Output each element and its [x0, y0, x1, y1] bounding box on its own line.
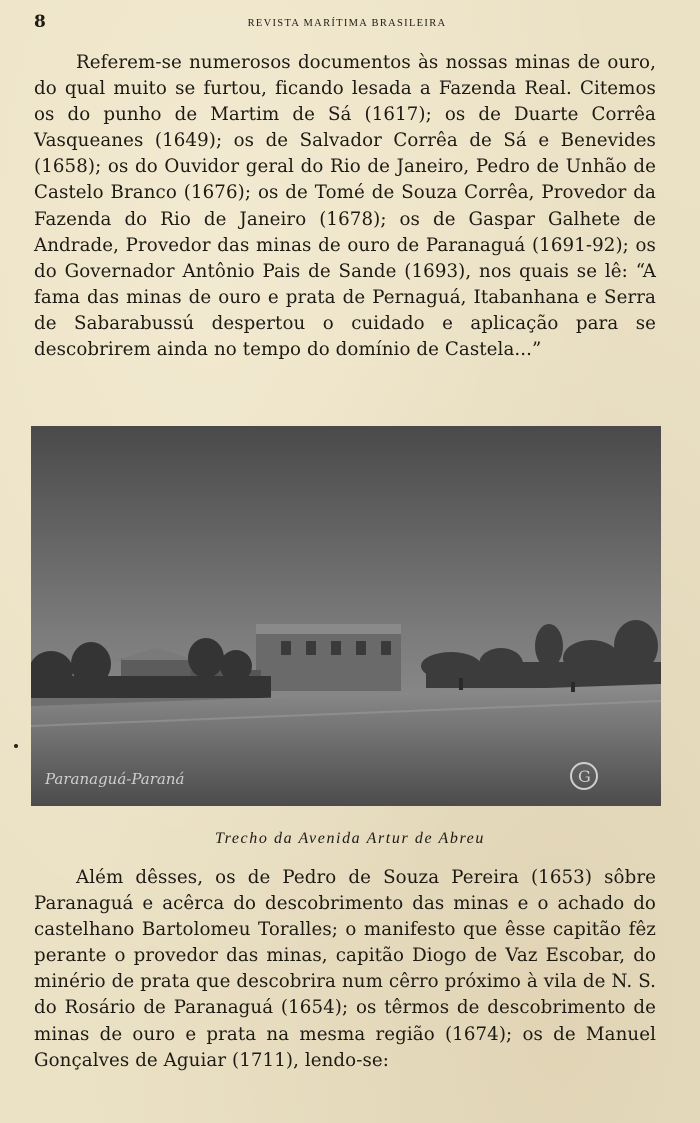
- running-head: REVISTA MARÍTIMA BRASILEIRA: [247, 18, 447, 29]
- pedestrian: [571, 682, 575, 692]
- paragraph-documents: Referem-se numerosos documentos às nossas minas de ouro, do qual muito se furtou, ficando lesada a Fazenda Real. Citemos os do punho de Martim de Sá (1617); os de Duarte Corrêa Vasqueanes (1649); os de Salvador Corrêa de Sá e Benevides (1658); os do Ouvidor geral do Rio de Janeiro, Pedro de Unhão de Castelo Branco (1676); os de Tomé de Souza Corrêa, Provedor da Fazenda do Rio de Janeiro (1678); os de Gaspar Galhete de Andrade, Provedor das minas de ouro de Paranaguá (1691-92); os do Governador Antônio Pais de Sande (1693), nos quais se lê: “A fama das minas de ouro e prata de Pernaguá, Itabanhana e Serra de Sabarabussú despertou o cuidado e aplicação para se descobrirem ainda no tempo do domínio de Castela...”: [34, 52, 656, 361]
- photo-monogram: G: [578, 767, 591, 786]
- photo-caption: Trecho da Avenida Artur de Abreu: [214, 830, 485, 847]
- page-number: 8: [34, 12, 46, 32]
- paragraph-additional-documents: Além dêsses, os de Pedro de Souza Pereira (1653) sôbre Paranaguá e acêrca do descobrimento das minas e o achado do castelhano Bartolomeu Toralles; o manifesto que êsse capitão fêz perante o provedor das minas, capitão Diogo de Vaz Escobar, do minério de prata que descobrira num cêrro próximo à vila de N. S. do Rosário de Paranaguá (1654); os têrmos de descobrimento de minas de ouro e prata na mesma região (1674); os de Manuel Gonçalves de Aguiar (1711), lendo-se:: [34, 867, 656, 1071]
- street-photo: [31, 426, 661, 806]
- margin-mark: [14, 744, 18, 748]
- photograph-avenue: [31, 426, 661, 806]
- photo-inscription: Paranaguá-Paraná: [45, 770, 185, 788]
- pedestrian: [459, 678, 463, 690]
- page-header: [34, 12, 660, 34]
